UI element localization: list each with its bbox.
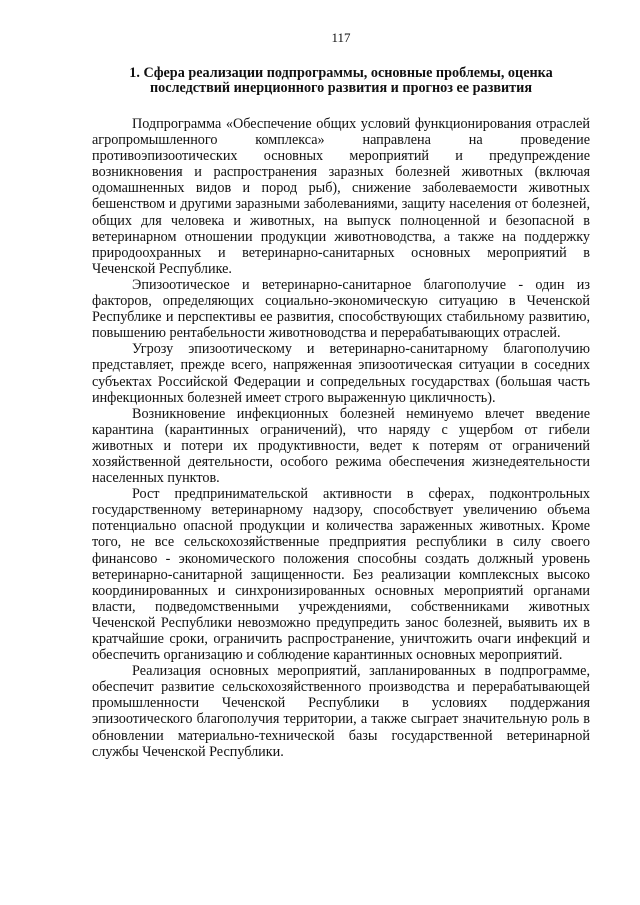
paragraph-3: Угрозу эпизоотическому и ветеринарно-санитарному благополучию представляет, прежде всего, напряженная эпизоотическая ситуации в соседних субъектах Российской Федерации и сопредельных государствах (большая часть инфекционных болезней имеет строго выраженную цикличность). xyxy=(92,341,590,406)
paragraph-6: Реализация основных мероприятий, запланированных в подпрограмме, обеспечит развитие сельскохозяйственного производства и перерабатывающей промышленности Чеченской Республики в условиях поддержания эпизоотического благополучия территории, а также сыграет значительную роль в обновлении материально-технической базы государственной ветеринарной службы Чеченской Республики. xyxy=(92,663,590,760)
paragraph-1: Подпрограмма «Обеспечение общих условий функционирования отраслей агропромышленного комплекса» направлена на проведение противоэпизоотических основных мероприятий и предупреждение возникновения и распространения заразных болезней животных (включая одомашненных видов и пород рыб), снижение заболеваемости животных бешенством и другими заразными заболеваниями, защиту населения от болезней, общих для человека и животных, на выпуск полноценной и безопасной в ветеринарном отношении продукции животноводства, а также на поддержку природоохранных и ветеринарно-санитарных основных мероприятий в Чеченской Республике. xyxy=(92,116,590,277)
section-title: 1. Сфера реализации подпрограммы, основные проблемы, оценка последствий инерционного развития и прогноз ее развития xyxy=(129,65,553,96)
paragraph-2: Эпизоотическое и ветеринарно-санитарное благополучие - один из факторов, определяющих социально-экономическую ситуацию в Чеченской Республике и перспективы ее развития, способствующих стабильному развитию, повышению рентабельности животноводства и перерабатывающих отраслей. xyxy=(92,276,590,342)
paragraph-4: Возникновение инфекционных болезней неминуемо влечет введение карантина (карантинных ограничений), что наряду с ущербом от гибели животных и потери их продуктивности, ведет к потерям от ограничений хозяйственной деятельности, особого режима обеспечения жизнедеятельности населенных пунктов. xyxy=(92,405,590,487)
paragraph-5: Рост предпринимательской активности в сферах, подконтрольных государственному ветеринарному надзору, способствует увеличению объема потенциально опасной продукции и количества зараженных животных. Кроме того, не все сельскохозяйственные предприятия республики в силу своего финансово - экономического положения способны создать должный уровень ветеринарно-санитарной защищенности. Без реализации комплексных высоко координированных и синхронизированных основных мероприятий органами власти, подведомственными учреждениями, собственниками животных Чеченской Республики невозможно предупредить занос болезней, выявить их в кратчайшие сроки, ограничить распространение, уничтожить очаги инфекций и обеспечить организацию и соблюдение карантинных основных мероприятий. xyxy=(92,486,590,664)
page-number: 117 xyxy=(331,30,351,45)
body-text xyxy=(92,116,590,760)
